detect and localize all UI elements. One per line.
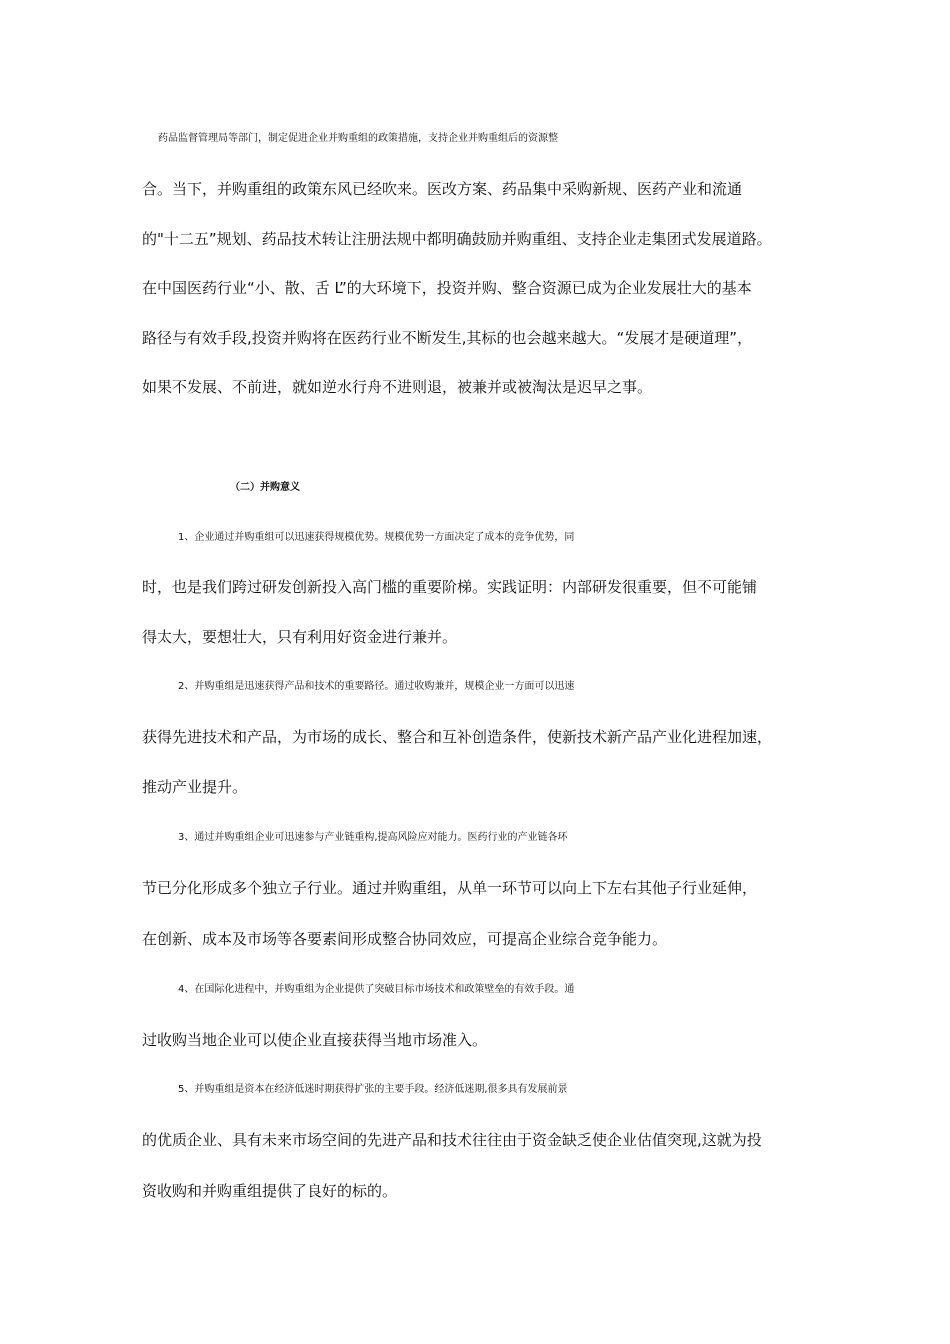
intro-line-1: 药品监督管理局等部门，制定促进企业并购重组的政策措施，支持企业并购重组后的资源整 xyxy=(158,133,558,144)
item-1-line-1: 1、企业通过并购重组可以迅速获得规模优势。规模优势一方面决定了成本的竞争优势，同 xyxy=(178,532,575,543)
item-5-line-2: 的优质企业、具有未来市场空间的先进产品和技术往往由于资金缺乏使企业估值突现,这就为投 xyxy=(142,1131,762,1149)
intro-line-3: 的"十二五”规划、药品技术转让注册法规中都明确鼓励并购重组、支持企业走集团式发展道路。 xyxy=(142,230,772,248)
item-4-line-1: 4、在国际化进程中，并购重组为企业提供了突破目标市场技术和政策壁垒的有效手段。通 xyxy=(178,984,575,995)
intro-line-2: 合。当下，并购重组的政策东风已经吹来。医改方案、药品集中采购新规、医药产业和流通 xyxy=(142,180,743,198)
item-3-line-3: 在创新、成本及市场等各要素间形成整合协同效应，可提高企业综合竞争能力。 xyxy=(142,930,668,948)
item-5-line-1: 5、并购重组是资本在经济低迷时期获得扩张的主要手段。经济低迷期,很多具有发展前景 xyxy=(178,1084,568,1095)
item-4-line-2: 过收购当地企业可以使企业直接获得当地市场准入。 xyxy=(142,1031,488,1049)
item-2-line-3: 推动产业提升。 xyxy=(142,778,248,796)
intro-line-5: 路径与有效手段,投资并购将在医药行业不断发生,其标的也会越来越大。“发展才是硬道理”， xyxy=(142,329,753,347)
item-3-line-1: 3、通过并购重组企业可迅速参与产业链重构,提高风险应对能力。医药行业的产业链各环 xyxy=(178,832,568,843)
intro-line-6: 如果不发展、不前进，就如逆水行舟不进则退，被兼并或被淘汰是迟早之事。 xyxy=(142,378,653,396)
item-5-line-3: 资收购和并购重组提供了良好的标的。 xyxy=(142,1182,398,1200)
intro-line-4: 在中国医药行业“小、散、舌 L”的大环境下，投资并购、整合资源已成为企业发展壮大的基本 xyxy=(142,279,752,297)
section-heading: （二）并购意义 xyxy=(230,482,300,493)
item-2-line-2: 获得先进技术和产品，为市场的成长、整合和互补创造条件，使新技术新产品产业化进程加速， xyxy=(142,728,773,746)
item-1-line-3: 得太大，要想壮大，只有利用好资金进行兼并。 xyxy=(142,628,458,646)
item-2-line-1: 2、并购重组是迅速获得产品和技术的重要路径。通过收购兼并，规模企业一方面可以迅速 xyxy=(178,681,575,692)
item-3-line-2: 节已分化形成多个独立子行业。通过并购重组，从单一环节可以向上下左右其他子行业延伸， xyxy=(142,879,758,897)
item-1-line-2: 时，也是我们跨过研发创新投入高门槛的重要阶梯。实践证明：内部研发很重要，但不可能铺 xyxy=(142,578,758,596)
